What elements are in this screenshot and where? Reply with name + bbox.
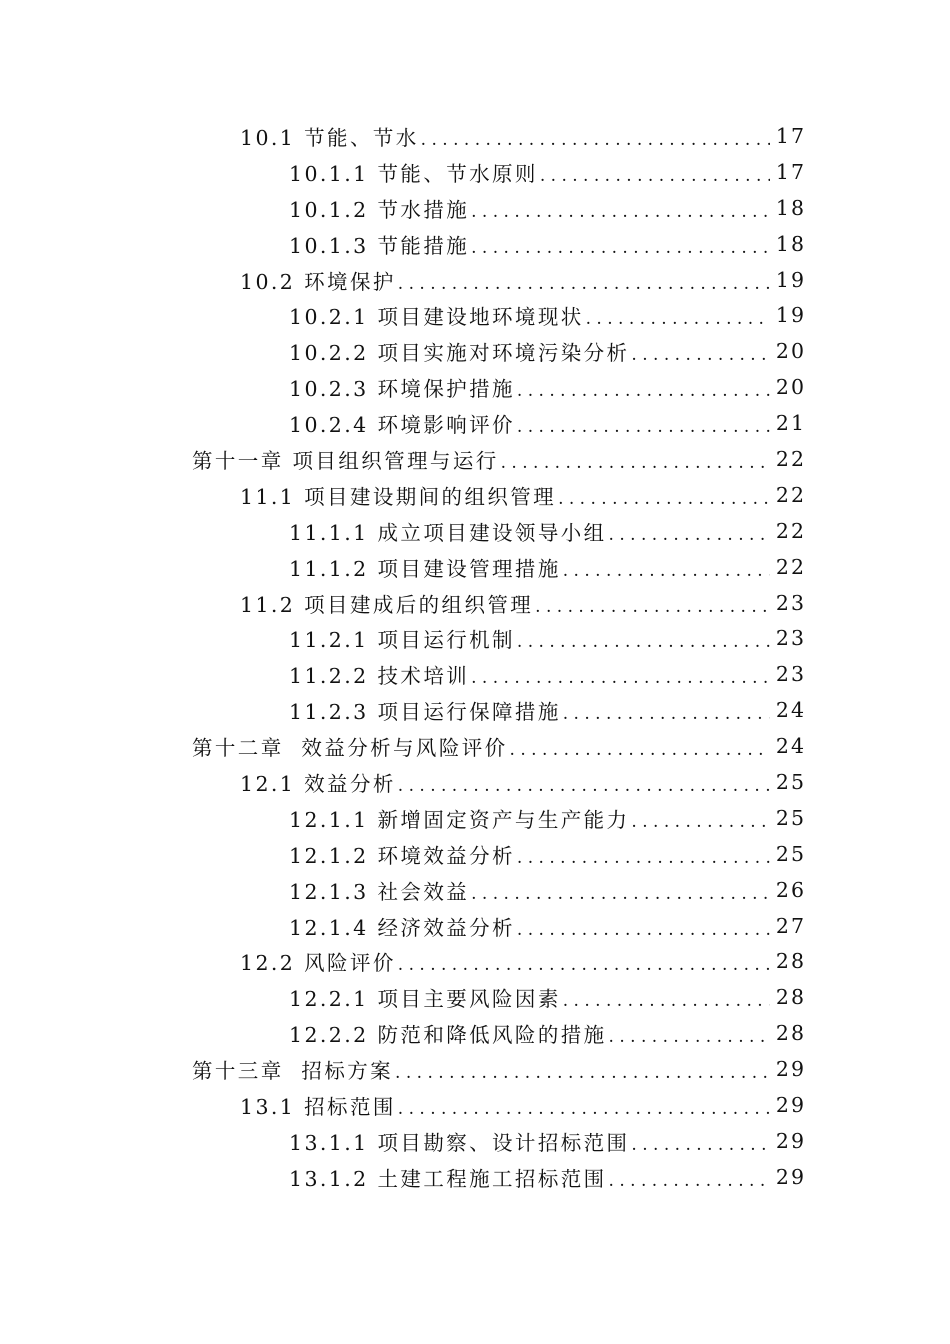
toc-entry[interactable]: [0, 513, 806, 549]
dot-leader: [517, 628, 770, 652]
dot-leader: [609, 1023, 770, 1047]
dot-leader: [398, 772, 770, 796]
toc-entry[interactable]: [0, 333, 806, 369]
dot-leader: [421, 126, 770, 150]
toc-entry-page-number: 22: [775, 554, 806, 579]
toc-entry[interactable]: [0, 656, 806, 692]
toc-entry[interactable]: [0, 226, 806, 262]
toc-entry[interactable]: [0, 549, 806, 585]
toc-entry[interactable]: [0, 943, 806, 979]
toc-entry[interactable]: [0, 441, 806, 477]
toc-entry-page-number: 23: [775, 590, 806, 615]
toc-entry-title: 11.1.2 项目建设管理措施: [289, 556, 561, 581]
dot-leader: [471, 234, 770, 258]
toc-entry-title: 11.2.3 项目运行保障措施: [289, 700, 561, 725]
toc-entry[interactable]: [0, 728, 806, 764]
toc-entry[interactable]: [0, 405, 806, 441]
toc-entry[interactable]: [0, 872, 806, 908]
toc-entry-title: 12.1 效益分析: [240, 771, 396, 796]
toc-entry[interactable]: [0, 1123, 806, 1159]
toc-entry-title: 12.1.3 社会效益: [289, 879, 470, 904]
toc-entry-page-number: 17: [775, 159, 806, 184]
toc-entry-title: 第十二章 效益分析与风险评价: [192, 736, 508, 761]
toc-entry-title: 12.2.2 防范和降低风险的措施: [289, 1023, 607, 1048]
dot-leader: [398, 270, 770, 294]
toc-entry-page-number: 19: [775, 267, 806, 292]
toc-entry[interactable]: [0, 369, 806, 405]
toc-entry-page-number: 21: [775, 411, 806, 436]
toc-entry[interactable]: [0, 297, 806, 333]
toc-entry-title: 13.1 招标范围: [240, 1094, 396, 1119]
dot-leader: [517, 916, 770, 940]
dot-leader: [631, 1131, 770, 1155]
toc-entry-page-number: 20: [775, 375, 806, 400]
toc-entry-title: 13.1.2 土建工程施工招标范围: [289, 1166, 607, 1191]
dot-leader: [563, 557, 770, 581]
dot-leader: [517, 377, 770, 401]
toc-entry-title: 10.1.1 节能、节水原则: [289, 161, 538, 186]
toc-entry-title: 10.1 节能、节水: [240, 125, 419, 150]
toc-entry-page-number: 29: [775, 1092, 806, 1117]
toc-entry-title: 12.2.1 项目主要风险因素: [289, 987, 561, 1012]
toc-entry-page-number: 19: [775, 303, 806, 328]
toc-entry-page-number: 25: [775, 841, 806, 866]
toc-entry-page-number: 24: [775, 698, 806, 723]
toc-entry-title: 11.2.2 技术培训: [289, 664, 470, 689]
toc-entry-title: 10.2.2 项目实施对环境污染分析: [289, 341, 630, 366]
toc-entry-title: 10.2.4 环境影响评价: [289, 413, 515, 438]
toc-entry-title: 10.1.3 节能措施: [289, 233, 470, 258]
toc-entry[interactable]: [0, 800, 806, 836]
toc-entry-title: 12.1.2 环境效益分析: [289, 843, 515, 868]
toc-entry-page-number: 22: [775, 482, 806, 507]
toc-entry[interactable]: [0, 908, 806, 944]
dot-leader: [609, 1167, 770, 1191]
dot-leader: [398, 951, 770, 975]
toc-entry-page-number: 22: [775, 518, 806, 543]
toc-entry-title: 10.2.1 项目建设地环境现状: [289, 305, 584, 330]
toc-entry-page-number: 24: [775, 734, 806, 759]
toc-entry-title: 12.1.4 经济效益分析: [289, 915, 515, 940]
toc-entry[interactable]: [0, 118, 806, 154]
toc-entry[interactable]: [0, 620, 806, 656]
toc-entry-page-number: 28: [775, 1021, 806, 1046]
toc-entry-page-number: 26: [775, 877, 806, 902]
dot-leader: [517, 413, 770, 437]
toc-entry[interactable]: [0, 836, 806, 872]
toc-entry-page-number: 27: [775, 913, 806, 938]
toc-entry-page-number: 29: [775, 1164, 806, 1189]
toc-entry-title: 12.1.1 新增固定资产与生产能力: [289, 807, 630, 832]
toc-entry-page-number: 20: [775, 339, 806, 364]
toc-entry-page-number: 28: [775, 949, 806, 974]
dot-leader: [471, 880, 770, 904]
toc-entry-page-number: 22: [775, 446, 806, 471]
toc-entry-page-number: 18: [775, 195, 806, 220]
dot-leader: [609, 521, 770, 545]
toc-entry[interactable]: [0, 764, 806, 800]
toc-entry[interactable]: [0, 477, 806, 513]
toc-entry[interactable]: [0, 1051, 806, 1087]
toc-entry[interactable]: [0, 154, 806, 190]
toc-entry[interactable]: [0, 1087, 806, 1123]
toc-entry[interactable]: [0, 692, 806, 728]
toc-entry-page-number: 29: [775, 1128, 806, 1153]
toc-entry[interactable]: [0, 979, 806, 1015]
toc-entry-title: 第十三章 招标方案: [192, 1059, 394, 1084]
toc-entry-page-number: 25: [775, 769, 806, 794]
toc-entry-page-number: 18: [775, 231, 806, 256]
toc-entry-page-number: 25: [775, 805, 806, 830]
dot-leader: [398, 1095, 770, 1119]
dot-leader: [510, 736, 770, 760]
toc-entry-title: 第十一章 项目组织管理与运行: [192, 448, 499, 473]
dot-leader: [471, 664, 770, 688]
toc-entry[interactable]: [0, 1015, 806, 1051]
dot-leader: [501, 449, 770, 473]
dot-leader: [517, 844, 770, 868]
toc-entry[interactable]: [0, 190, 806, 226]
table-of-contents: [0, 118, 950, 1195]
toc-entry-title: 11.1.1 成立项目建设领导小组: [289, 520, 607, 545]
dot-leader: [586, 305, 770, 329]
dot-leader: [563, 987, 770, 1011]
toc-entry-title: 11.2.1 项目运行机制: [289, 628, 515, 653]
dot-leader: [631, 341, 770, 365]
dot-leader: [535, 593, 770, 617]
toc-entry-title: 13.1.1 项目勘察、设计招标范围: [289, 1130, 630, 1155]
dot-leader: [631, 808, 770, 832]
dot-leader: [471, 198, 770, 222]
toc-entry-title: 10.1.2 节水措施: [289, 197, 470, 222]
toc-entry[interactable]: [0, 1159, 806, 1195]
toc-entry-page-number: 23: [775, 662, 806, 687]
toc-entry-page-number: 29: [775, 1057, 806, 1082]
toc-entry-title: 10.2 环境保护: [240, 269, 396, 294]
toc-entry-title: 12.2 风险评价: [240, 951, 396, 976]
dot-leader: [563, 700, 770, 724]
toc-entry-title: 11.1 项目建设期间的组织管理: [240, 484, 557, 509]
toc-entry-title: 10.2.3 环境保护措施: [289, 377, 515, 402]
toc-entry-page-number: 23: [775, 626, 806, 651]
dot-leader: [395, 1059, 770, 1083]
toc-entry-page-number: 17: [775, 123, 806, 148]
toc-entry-title: 11.2 项目建成后的组织管理: [240, 592, 534, 617]
dot-leader: [558, 485, 770, 509]
dot-leader: [540, 162, 770, 186]
toc-entry[interactable]: [0, 262, 806, 298]
toc-entry[interactable]: [0, 585, 806, 621]
toc-entry-page-number: 28: [775, 985, 806, 1010]
